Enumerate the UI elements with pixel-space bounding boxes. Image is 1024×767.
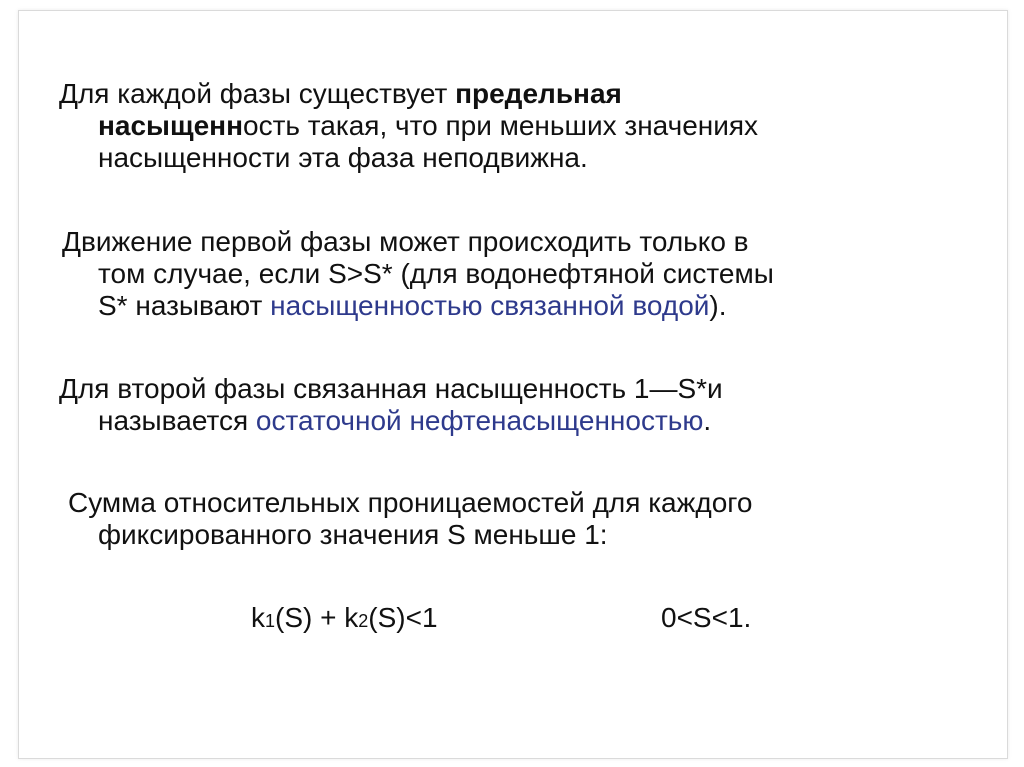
text-run: . xyxy=(703,405,712,436)
formula-subscript-1: 1 xyxy=(265,611,276,631)
highlighted-term: насыщенностью связанной водой xyxy=(270,290,710,321)
paragraph-second-phase xyxy=(59,373,723,437)
paragraph-line: Движение первой фазы может происходить только в xyxy=(62,226,749,257)
formula-text: (S) + xyxy=(275,602,345,633)
text-run: ). xyxy=(709,290,727,321)
paragraph-line: насыщенности эта фаза неподвижна. xyxy=(98,142,588,173)
paragraph-line: фиксированного значения S меньше 1: xyxy=(98,519,608,550)
paragraph-line: Для второй фазы связанная насыщенность 1—S*и xyxy=(59,373,723,404)
text-run: Для каждой фазы существует xyxy=(59,78,456,109)
formula-k1: k xyxy=(251,602,265,633)
text-run: ость такая, что при меньших значениях xyxy=(243,110,759,141)
paragraph-first-phase-motion xyxy=(62,226,774,322)
text-run: S* называют xyxy=(98,290,271,321)
text-run: называется xyxy=(98,405,256,436)
paragraph-limit-saturation xyxy=(59,78,758,174)
paragraph-line: том случае, если S>S* (для водонефтяной системы xyxy=(98,258,774,289)
formula-saturation-range: 0<S<1. xyxy=(661,602,752,633)
formula-rhs: 1 xyxy=(421,602,438,633)
formula-subscript-2: 2 xyxy=(358,611,369,631)
paragraph-permeability-sum xyxy=(62,487,752,551)
paragraph-line xyxy=(62,290,774,322)
less-than-symbol: < xyxy=(405,602,422,633)
bold-term: насыщенн xyxy=(98,110,243,141)
formula-k2: k xyxy=(344,602,359,633)
paragraph-line xyxy=(59,110,758,142)
bold-term: предельная xyxy=(455,78,622,109)
paragraph-line: Сумма относительных проницаемостей для каждого xyxy=(68,487,753,518)
paragraph-line xyxy=(59,78,758,110)
highlighted-term: остаточной нефтенасыщенностью xyxy=(255,405,704,436)
formula-permeability-sum xyxy=(251,602,438,637)
formula-text: (S) xyxy=(368,602,406,633)
paragraph-line xyxy=(59,405,723,437)
